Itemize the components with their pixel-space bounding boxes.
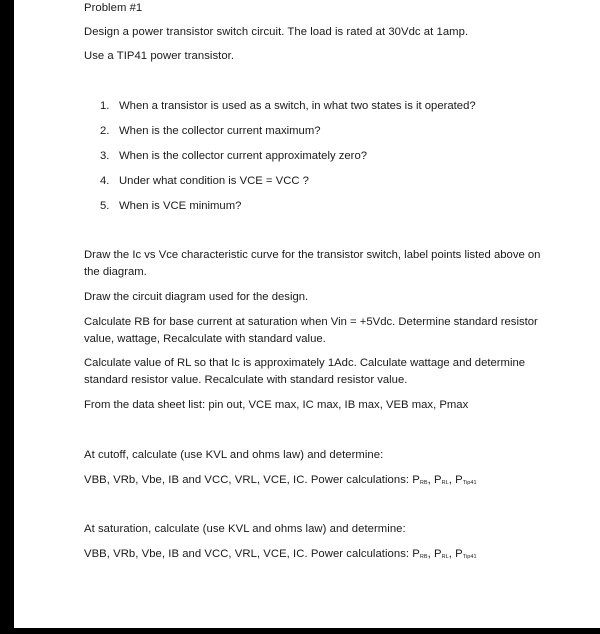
transistor-instruction: Use a TIP41 power transistor. (84, 50, 235, 62)
problem-title: Problem #1 (84, 2, 143, 14)
question-number: 1. (100, 100, 110, 112)
separator: , (427, 548, 435, 560)
power-subscript: RL (441, 554, 449, 560)
question-text: Under what condition is VCE = VCC ? (119, 175, 309, 187)
document-page (14, 0, 600, 628)
task-draw-curve: Draw the Ic vs Vce characteristic curve for the transistor switch, label points listed above on the diagram. (84, 249, 541, 278)
question-text: When a transistor is used as a switch, in what two states is it operated? (119, 100, 476, 112)
task-calc-rb: Calculate RB for base current at saturation when Vin = +5Vdc. Determine standard resistor value, wattage, Recalculate with standard value. (84, 316, 538, 345)
saturation-heading: At saturation, calculate (use KVL and ohms law) and determine: (84, 523, 406, 535)
question-number: 5. (100, 200, 110, 212)
saturation-vars-text: VBB, VRb, Vbe, IB and VCC, VRL, VCE, IC. Power calculations: (84, 548, 413, 560)
question-text: When is VCE minimum? (119, 200, 242, 212)
task-draw-circuit: Draw the circuit diagram used for the design. (84, 291, 309, 303)
power-subscript: RB (419, 480, 428, 486)
task-calc-rl: Calculate value of RL so that Ic is approximately 1Adc. Calculate wattage and determine standard resistor value. Recalculate with standard resistor value. (84, 357, 526, 386)
power-symbol: P (412, 548, 420, 560)
power-symbol: P (412, 474, 420, 486)
question-number: 4. (100, 175, 110, 187)
power-symbol: P (434, 548, 442, 560)
power-subscript: Tip41 (462, 554, 477, 560)
question-number: 3. (100, 150, 110, 162)
power-subscript: RL (441, 480, 449, 486)
question-item (100, 148, 367, 164)
question-text: When is the collector current maximum? (119, 125, 321, 137)
power-symbol: P (455, 548, 463, 560)
cutoff-heading: At cutoff, calculate (use KVL and ohms law) and determine: (84, 449, 384, 461)
cutoff-vars-text: VBB, VRb, Vbe, IB and VCC, VRL, VCE, IC. Power calculations: (84, 474, 413, 486)
question-text: When is the collector current approximately zero? (119, 150, 368, 162)
task-datasheet: From the data sheet list: pin out, VCE max, IC max, IB max, VEB max, Pmax (84, 399, 469, 411)
question-item (100, 123, 321, 139)
power-subscript: RB (419, 554, 428, 560)
question-item (100, 198, 241, 214)
bottom-dark-border (0, 628, 600, 634)
cutoff-variables (84, 472, 477, 491)
power-subscript: Tip41 (462, 480, 477, 486)
saturation-variables (84, 546, 477, 565)
power-symbol: P (455, 474, 463, 486)
separator: , (427, 474, 435, 486)
question-number: 2. (100, 125, 110, 137)
question-item (100, 98, 476, 114)
separator: , (448, 474, 456, 486)
power-symbol: P (434, 474, 442, 486)
problem-intro: Design a power transistor switch circuit. The load is rated at 30Vdc at 1amp. (84, 26, 469, 38)
question-item (100, 173, 309, 189)
separator: , (448, 548, 456, 560)
left-dark-border (0, 0, 14, 634)
